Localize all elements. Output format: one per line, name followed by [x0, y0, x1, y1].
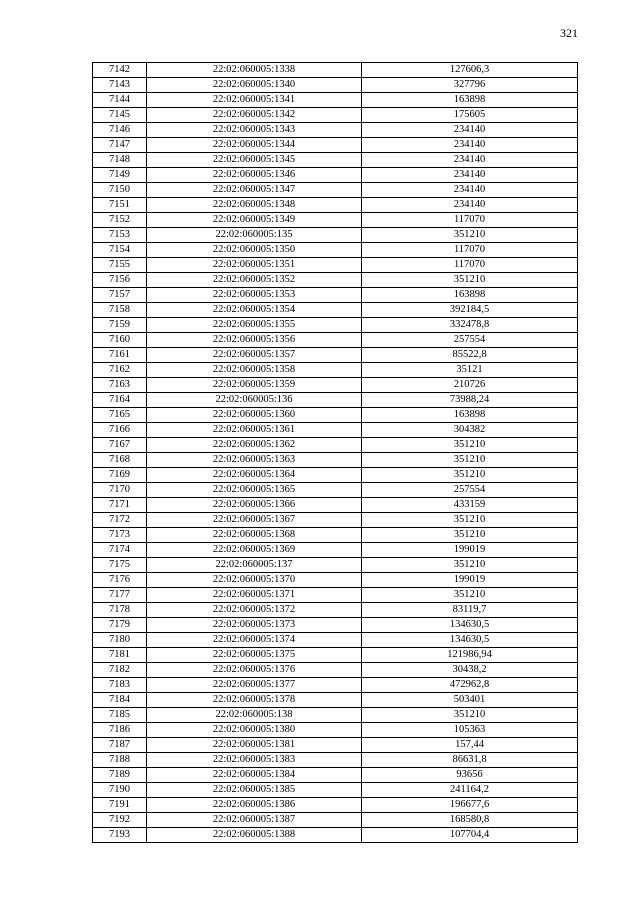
value-cell: 199019 [362, 573, 578, 588]
table-row [93, 183, 578, 198]
table-body [93, 63, 578, 843]
cadastral-number-cell: 22:02:060005:138 [147, 708, 362, 723]
value-cell: 175605 [362, 108, 578, 123]
row-number-cell: 7192 [93, 813, 147, 828]
table-row [93, 63, 578, 78]
table-row [93, 213, 578, 228]
table-row [93, 288, 578, 303]
value-cell: 433159 [362, 498, 578, 513]
cadastral-number-cell: 22:02:060005:1360 [147, 408, 362, 423]
value-cell: 117070 [362, 213, 578, 228]
row-number-cell: 7161 [93, 348, 147, 363]
value-cell: 157,44 [362, 738, 578, 753]
table-row [93, 423, 578, 438]
row-number-cell: 7187 [93, 738, 147, 753]
cadastral-number-cell: 22:02:060005:1340 [147, 78, 362, 93]
value-cell: 351210 [362, 558, 578, 573]
row-number-cell: 7147 [93, 138, 147, 153]
row-number-cell: 7168 [93, 453, 147, 468]
value-cell: 168580,8 [362, 813, 578, 828]
table-row [93, 228, 578, 243]
cadastral-number-cell: 22:02:060005:1351 [147, 258, 362, 273]
row-number-cell: 7151 [93, 198, 147, 213]
row-number-cell: 7174 [93, 543, 147, 558]
row-number-cell: 7171 [93, 498, 147, 513]
row-number-cell: 7180 [93, 633, 147, 648]
row-number-cell: 7150 [93, 183, 147, 198]
value-cell: 304382 [362, 423, 578, 438]
row-number-cell: 7158 [93, 303, 147, 318]
row-number-cell: 7143 [93, 78, 147, 93]
cadastral-number-cell: 22:02:060005:1370 [147, 573, 362, 588]
cadastral-number-cell: 22:02:060005:1348 [147, 198, 362, 213]
row-number-cell: 7166 [93, 423, 147, 438]
row-number-cell: 7183 [93, 678, 147, 693]
cadastral-number-cell: 22:02:060005:1357 [147, 348, 362, 363]
value-cell: 83119,7 [362, 603, 578, 618]
table-row [93, 318, 578, 333]
value-cell: 199019 [362, 543, 578, 558]
row-number-cell: 7185 [93, 708, 147, 723]
row-number-cell: 7175 [93, 558, 147, 573]
value-cell: 257554 [362, 483, 578, 498]
row-number-cell: 7159 [93, 318, 147, 333]
table-row [93, 153, 578, 168]
table-row [93, 378, 578, 393]
value-cell: 472962,8 [362, 678, 578, 693]
value-cell: 351210 [362, 228, 578, 243]
cadastral-number-cell: 22:02:060005:1365 [147, 483, 362, 498]
table-row [93, 723, 578, 738]
table-row [93, 273, 578, 288]
cadastral-number-cell: 22:02:060005:1369 [147, 543, 362, 558]
value-cell: 210726 [362, 378, 578, 393]
table-row [93, 513, 578, 528]
row-number-cell: 7182 [93, 663, 147, 678]
row-number-cell: 7160 [93, 333, 147, 348]
cadastral-number-cell: 22:02:060005:1381 [147, 738, 362, 753]
row-number-cell: 7146 [93, 123, 147, 138]
value-cell: 105363 [362, 723, 578, 738]
table-row [93, 573, 578, 588]
value-cell: 93656 [362, 768, 578, 783]
cadastral-number-cell: 22:02:060005:1354 [147, 303, 362, 318]
table-row [93, 648, 578, 663]
value-cell: 241164,2 [362, 783, 578, 798]
table-row [93, 243, 578, 258]
cadastral-number-cell: 22:02:060005:1362 [147, 438, 362, 453]
value-cell: 85522,8 [362, 348, 578, 363]
table-row [93, 438, 578, 453]
row-number-cell: 7162 [93, 363, 147, 378]
cadastral-number-cell: 22:02:060005:1350 [147, 243, 362, 258]
row-number-cell: 7155 [93, 258, 147, 273]
row-number-cell: 7142 [93, 63, 147, 78]
value-cell: 503401 [362, 693, 578, 708]
cadastral-number-cell: 22:02:060005:1372 [147, 603, 362, 618]
cadastral-number-cell: 22:02:060005:1345 [147, 153, 362, 168]
cadastral-number-cell: 22:02:060005:1352 [147, 273, 362, 288]
value-cell: 196677,6 [362, 798, 578, 813]
page-number: 321 [560, 26, 578, 40]
table-row [93, 348, 578, 363]
value-cell: 35121 [362, 363, 578, 378]
cadastral-number-cell: 22:02:060005:1355 [147, 318, 362, 333]
cadastral-number-cell: 22:02:060005:1380 [147, 723, 362, 738]
table-row [93, 708, 578, 723]
value-cell: 351210 [362, 438, 578, 453]
table-row [93, 663, 578, 678]
table-row [93, 108, 578, 123]
value-cell: 30438,2 [362, 663, 578, 678]
cadastral-number-cell: 22:02:060005:1349 [147, 213, 362, 228]
cadastral-number-cell: 22:02:060005:1361 [147, 423, 362, 438]
value-cell: 86631,8 [362, 753, 578, 768]
row-number-cell: 7176 [93, 573, 147, 588]
row-number-cell: 7177 [93, 588, 147, 603]
value-cell: 127606,3 [362, 63, 578, 78]
table-row [93, 753, 578, 768]
table-row [93, 258, 578, 273]
table-row [93, 468, 578, 483]
row-number-cell: 7193 [93, 828, 147, 843]
table-row [93, 678, 578, 693]
cadastral-number-cell: 22:02:060005:1375 [147, 648, 362, 663]
cadastral-number-cell: 22:02:060005:137 [147, 558, 362, 573]
cadastral-number-cell: 22:02:060005:1343 [147, 123, 362, 138]
value-cell: 351210 [362, 708, 578, 723]
value-cell: 134630,5 [362, 633, 578, 648]
table-row [93, 168, 578, 183]
value-cell: 327796 [362, 78, 578, 93]
table-row [93, 603, 578, 618]
value-cell: 351210 [362, 453, 578, 468]
table-row [93, 498, 578, 513]
row-number-cell: 7163 [93, 378, 147, 393]
table-row [93, 738, 578, 753]
value-cell: 234140 [362, 183, 578, 198]
row-number-cell: 7184 [93, 693, 147, 708]
row-number-cell: 7188 [93, 753, 147, 768]
table-row [93, 198, 578, 213]
row-number-cell: 7164 [93, 393, 147, 408]
row-number-cell: 7169 [93, 468, 147, 483]
table-row [93, 363, 578, 378]
cadastral-number-cell: 22:02:060005:1378 [147, 693, 362, 708]
row-number-cell: 7149 [93, 168, 147, 183]
row-number-cell: 7153 [93, 228, 147, 243]
row-number-cell: 7170 [93, 483, 147, 498]
cadastral-number-cell: 22:02:060005:1346 [147, 168, 362, 183]
value-cell: 257554 [362, 333, 578, 348]
row-number-cell: 7173 [93, 528, 147, 543]
cadastral-number-cell: 22:02:060005:1341 [147, 93, 362, 108]
value-cell: 234140 [362, 153, 578, 168]
row-number-cell: 7157 [93, 288, 147, 303]
table-row [93, 633, 578, 648]
table-row [93, 408, 578, 423]
cadastral-number-cell: 22:02:060005:1353 [147, 288, 362, 303]
table-row [93, 528, 578, 543]
cadastral-number-cell: 22:02:060005:1338 [147, 63, 362, 78]
cadastral-number-cell: 22:02:060005:1376 [147, 663, 362, 678]
value-cell: 163898 [362, 408, 578, 423]
table-row [93, 783, 578, 798]
cadastral-number-cell: 22:02:060005:1373 [147, 618, 362, 633]
table-row [93, 768, 578, 783]
cadastral-value-table [92, 62, 578, 843]
cadastral-number-cell: 22:02:060005:1356 [147, 333, 362, 348]
row-number-cell: 7145 [93, 108, 147, 123]
value-cell: 117070 [362, 258, 578, 273]
row-number-cell: 7172 [93, 513, 147, 528]
table-row [93, 588, 578, 603]
row-number-cell: 7191 [93, 798, 147, 813]
value-cell: 351210 [362, 273, 578, 288]
table-row [93, 618, 578, 633]
value-cell: 134630,5 [362, 618, 578, 633]
value-cell: 351210 [362, 588, 578, 603]
cadastral-number-cell: 22:02:060005:1359 [147, 378, 362, 393]
cadastral-number-cell: 22:02:060005:1344 [147, 138, 362, 153]
row-number-cell: 7186 [93, 723, 147, 738]
row-number-cell: 7148 [93, 153, 147, 168]
table-row [93, 813, 578, 828]
value-cell: 392184,5 [362, 303, 578, 318]
cadastral-number-cell: 22:02:060005:1384 [147, 768, 362, 783]
table-row [93, 828, 578, 843]
cadastral-number-cell: 22:02:060005:1358 [147, 363, 362, 378]
row-number-cell: 7179 [93, 618, 147, 633]
cadastral-number-cell: 22:02:060005:1368 [147, 528, 362, 543]
table-row [93, 303, 578, 318]
table-row [93, 138, 578, 153]
table-row [93, 123, 578, 138]
cadastral-number-cell: 22:02:060005:1366 [147, 498, 362, 513]
row-number-cell: 7178 [93, 603, 147, 618]
cadastral-number-cell: 22:02:060005:1364 [147, 468, 362, 483]
table-row [93, 453, 578, 468]
value-cell: 234140 [362, 123, 578, 138]
value-cell: 107704,4 [362, 828, 578, 843]
value-cell: 73988,24 [362, 393, 578, 408]
row-number-cell: 7189 [93, 768, 147, 783]
table-row [93, 78, 578, 93]
value-cell: 332478,8 [362, 318, 578, 333]
cadastral-number-cell: 22:02:060005:1385 [147, 783, 362, 798]
row-number-cell: 7190 [93, 783, 147, 798]
table-row [93, 333, 578, 348]
value-cell: 163898 [362, 288, 578, 303]
cadastral-number-cell: 22:02:060005:1377 [147, 678, 362, 693]
table-row [93, 393, 578, 408]
value-cell: 351210 [362, 513, 578, 528]
cadastral-number-cell: 22:02:060005:1374 [147, 633, 362, 648]
row-number-cell: 7154 [93, 243, 147, 258]
value-cell: 234140 [362, 198, 578, 213]
cadastral-number-cell: 22:02:060005:1363 [147, 453, 362, 468]
cadastral-number-cell: 22:02:060005:135 [147, 228, 362, 243]
row-number-cell: 7144 [93, 93, 147, 108]
cadastral-number-cell: 22:02:060005:1371 [147, 588, 362, 603]
table-row [93, 483, 578, 498]
table-row [93, 558, 578, 573]
value-cell: 234140 [362, 138, 578, 153]
value-cell: 163898 [362, 93, 578, 108]
value-cell: 351210 [362, 468, 578, 483]
row-number-cell: 7181 [93, 648, 147, 663]
cadastral-number-cell: 22:02:060005:1367 [147, 513, 362, 528]
table-row [93, 93, 578, 108]
cadastral-number-cell: 22:02:060005:1342 [147, 108, 362, 123]
row-number-cell: 7165 [93, 408, 147, 423]
cadastral-number-cell: 22:02:060005:1387 [147, 813, 362, 828]
cadastral-number-cell: 22:02:060005:1347 [147, 183, 362, 198]
table-row [93, 693, 578, 708]
table-row [93, 798, 578, 813]
row-number-cell: 7156 [93, 273, 147, 288]
value-cell: 234140 [362, 168, 578, 183]
table-row [93, 543, 578, 558]
cadastral-number-cell: 22:02:060005:1386 [147, 798, 362, 813]
row-number-cell: 7152 [93, 213, 147, 228]
cadastral-number-cell: 22:02:060005:136 [147, 393, 362, 408]
cadastral-number-cell: 22:02:060005:1383 [147, 753, 362, 768]
value-cell: 351210 [362, 528, 578, 543]
value-cell: 121986,94 [362, 648, 578, 663]
row-number-cell: 7167 [93, 438, 147, 453]
cadastral-number-cell: 22:02:060005:1388 [147, 828, 362, 843]
value-cell: 117070 [362, 243, 578, 258]
